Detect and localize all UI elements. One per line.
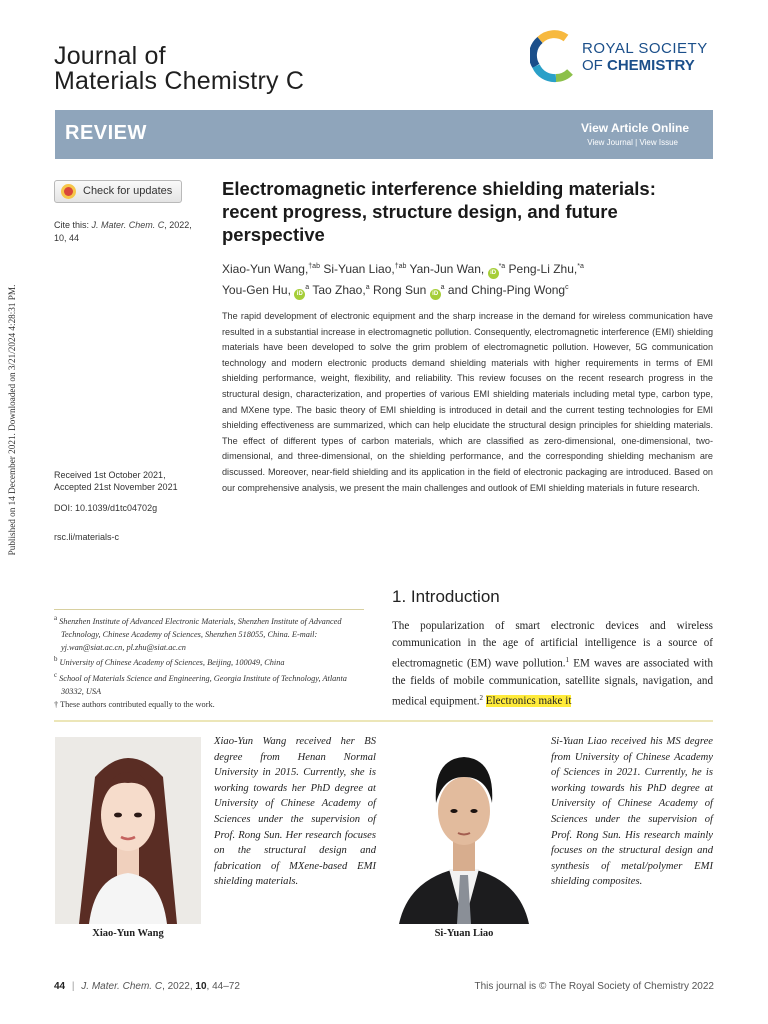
check-updates-icon: [61, 184, 76, 199]
view-links-separator: |: [635, 138, 638, 147]
affiliations-divider: [54, 609, 364, 610]
footer-citation: [54, 981, 240, 992]
footer-journal: J. Mater. Chem. C: [81, 981, 163, 992]
rsc-logo-line2-prefix: OF: [582, 57, 607, 74]
journal-title-line2: Materials Chemistry C: [54, 67, 305, 95]
section-heading-introduction: 1. Introduction: [392, 587, 500, 606]
cite-this: [54, 219, 204, 245]
view-journal-link[interactable]: View Journal: [587, 138, 633, 147]
footer-copyright: This journal is © The Royal Society of Chemistry 2022: [474, 981, 714, 992]
cite-prefix: Cite this:: [54, 220, 90, 230]
author[interactable]: and Ching-Ping Wong$^c$: [447, 283, 569, 297]
view-issue-link[interactable]: View Issue: [639, 138, 678, 147]
introduction-text: [392, 618, 713, 710]
author[interactable]: Rong Sun $iD^a$: [373, 283, 445, 297]
affiliation: $^c$ School of Materials Science and Engineering, Georgia Institute of Technology, Atlanta 30332, USA: [54, 672, 347, 696]
orcid-icon[interactable]: iD: [430, 289, 441, 300]
author[interactable]: Xiao-Yun Wang,$^{\dagger ab}$: [222, 262, 320, 276]
article-type-bar: [55, 110, 713, 159]
doi[interactable]: DOI: 10.1039/d1tc04702g: [54, 503, 158, 513]
affiliation: $^b$ University of Chinese Academy of Sciences, Beijing, 100049, China: [54, 656, 285, 668]
author[interactable]: Si-Yuan Liao,$^{\dagger ab}$: [323, 262, 407, 276]
publication-stamp: [0, 240, 20, 600]
accepted-date: Accepted 21st November 2021: [54, 482, 178, 492]
bio-text-liao: Si-Yuan Liao received his MS degree from University of Chinese Academy of Sciences in 2021. Currently, he is working towards his PhD degree at University of Chinese Academy of Sciences under the supervision of Prof. Rong Sun. His research mainly focuses on the structural design and synthesis of metal/polymer EMI shielding composites.: [551, 736, 713, 888]
affiliation: $^a$ Shenzhen Institute of Advanced Electronic Materials, Shenzhen Institute of Advanced Technology, Chinese Academy of Sciences, Shenzhen 518055, China. E-mail: yj.wan@siat.ac.cn, pl.zhu@siat.ac.cn: [54, 615, 342, 652]
view-links: [587, 138, 678, 147]
footer-pages: , 44–72: [206, 981, 240, 992]
received-date: Received 1st October 2021,: [54, 470, 166, 480]
rsc-short-link[interactable]: rsc.li/materials-c: [54, 532, 120, 542]
cite-volume: 10: [54, 233, 65, 243]
rsc-logo-line1: ROYAL SOCIETY: [582, 40, 708, 57]
cite-journal: J. Mater. Chem. C: [91, 220, 165, 230]
article-title: Electromagnetic interference shielding materials: recent progress, structure design, and future perspective: [222, 178, 656, 245]
cite-pages: , 44: [64, 233, 80, 243]
view-article-online-link[interactable]: View Article Online: [580, 121, 689, 135]
article-type-label: REVIEW: [65, 122, 147, 144]
intro-sentence: EM waves are associated with the fields of mobile communication, satellite signals, navigation, and medical equipment.: [392, 657, 713, 708]
rsc-logo-mark-icon: [530, 30, 576, 84]
publication-stamp-text: Published on 14 December 2021. Downloaded on 3/21/2024 4:28:31 PM.: [7, 284, 17, 556]
rsc-logo-line2-bold: CHEMISTRY: [607, 57, 695, 74]
rsc-logo-line2: [582, 57, 708, 74]
equal-contribution-note: † These authors contributed equally to the work.: [54, 699, 215, 709]
affiliations: [54, 609, 370, 712]
cite-year: , 2022,: [164, 220, 192, 230]
orcid-icon[interactable]: iD: [294, 289, 305, 300]
author-photo-wang: [55, 737, 201, 924]
bio-name-liao: Si-Yuan Liao: [434, 928, 494, 939]
author[interactable]: Peng-Li Zhu,$^{*a}$: [508, 262, 584, 276]
author[interactable]: Tao Zhao,$^a$: [312, 283, 370, 297]
author-photo-liao: [391, 737, 537, 924]
journal-title: [54, 44, 304, 94]
citation-ref[interactable]: 2: [479, 693, 483, 702]
rsc-logo-text: [582, 40, 708, 74]
citation-ref[interactable]: 1: [565, 656, 570, 664]
orcid-icon[interactable]: iD: [488, 268, 499, 279]
bio-text-wang: Xiao-Yun Wang received her BS degree from Henan Normal University in 2015. Currently, she is working towards her PhD degree at University of Chinese Academy of Sciences under the supervision of Prof. Rong Sun. Her research focuses on the structural design and fabrication of MXene-based EMI shielding materials.: [214, 736, 376, 888]
footer-year: , 2022,: [162, 981, 196, 992]
check-updates-label: Check for updates: [83, 185, 173, 197]
biography-divider: [54, 720, 713, 722]
journal-title-line1: Journal of: [54, 42, 166, 70]
bio-name-wang: Xiao-Yun Wang: [92, 928, 164, 939]
footer-separator: |: [71, 981, 75, 992]
author[interactable]: You-Gen Hu, $iD^a$: [222, 283, 309, 297]
footer-volume: 10: [195, 981, 207, 992]
rsc-logo[interactable]: [530, 30, 720, 84]
author-list: [222, 258, 702, 300]
check-for-updates-button[interactable]: [54, 180, 182, 203]
highlighted-text[interactable]: Electronics make it: [485, 695, 572, 708]
intro-sentence: The popularization of smart electronic devices and wireless communication in the age of artificial intelligence is a source of electromagnetic (EM) wave pollution.: [392, 620, 713, 670]
abstract: The rapid development of electronic equipment and the sharp increase in the demand for wireless communication have resulted in a substantial increase in electromagnetic pollution. Consequently, electromagnetic interference (EMI) shielding materials have been developed to solve the grim problem of electromagnetic pollution. However, 5G communication technology and modern electronic products demand shielding materials with higher requirements in terms of EMI shielding performance, weight, flexibility, and reliability. This review focuses on the recent research progress in the structural design, characterization, and properties of various EMI shielding materials including metal type, carbon type, and MXene type. The basic theory of EMI shielding is introduced in detail and the current testing technologies for EMI shielding effectiveness are summarized, which can help elucidate the structural design principles for shielding materials. The effect of different types of carbon materials, which are classified as zero-dimensional, one-dimensional, two-dimensional, and three-dimensional, on the shielding performance, and the corresponding shielding mechanism are discussed. Moreover, near-field shielding and its application in the field of electronic packaging are introduced. Based on our comprehensive analysis, we present the main challenges and outlook of EMI shielding materials in future research.: [222, 311, 713, 493]
author[interactable]: Yan-Jun Wan, $iD^{*a}$: [410, 262, 506, 276]
page-number: 44: [54, 981, 66, 992]
